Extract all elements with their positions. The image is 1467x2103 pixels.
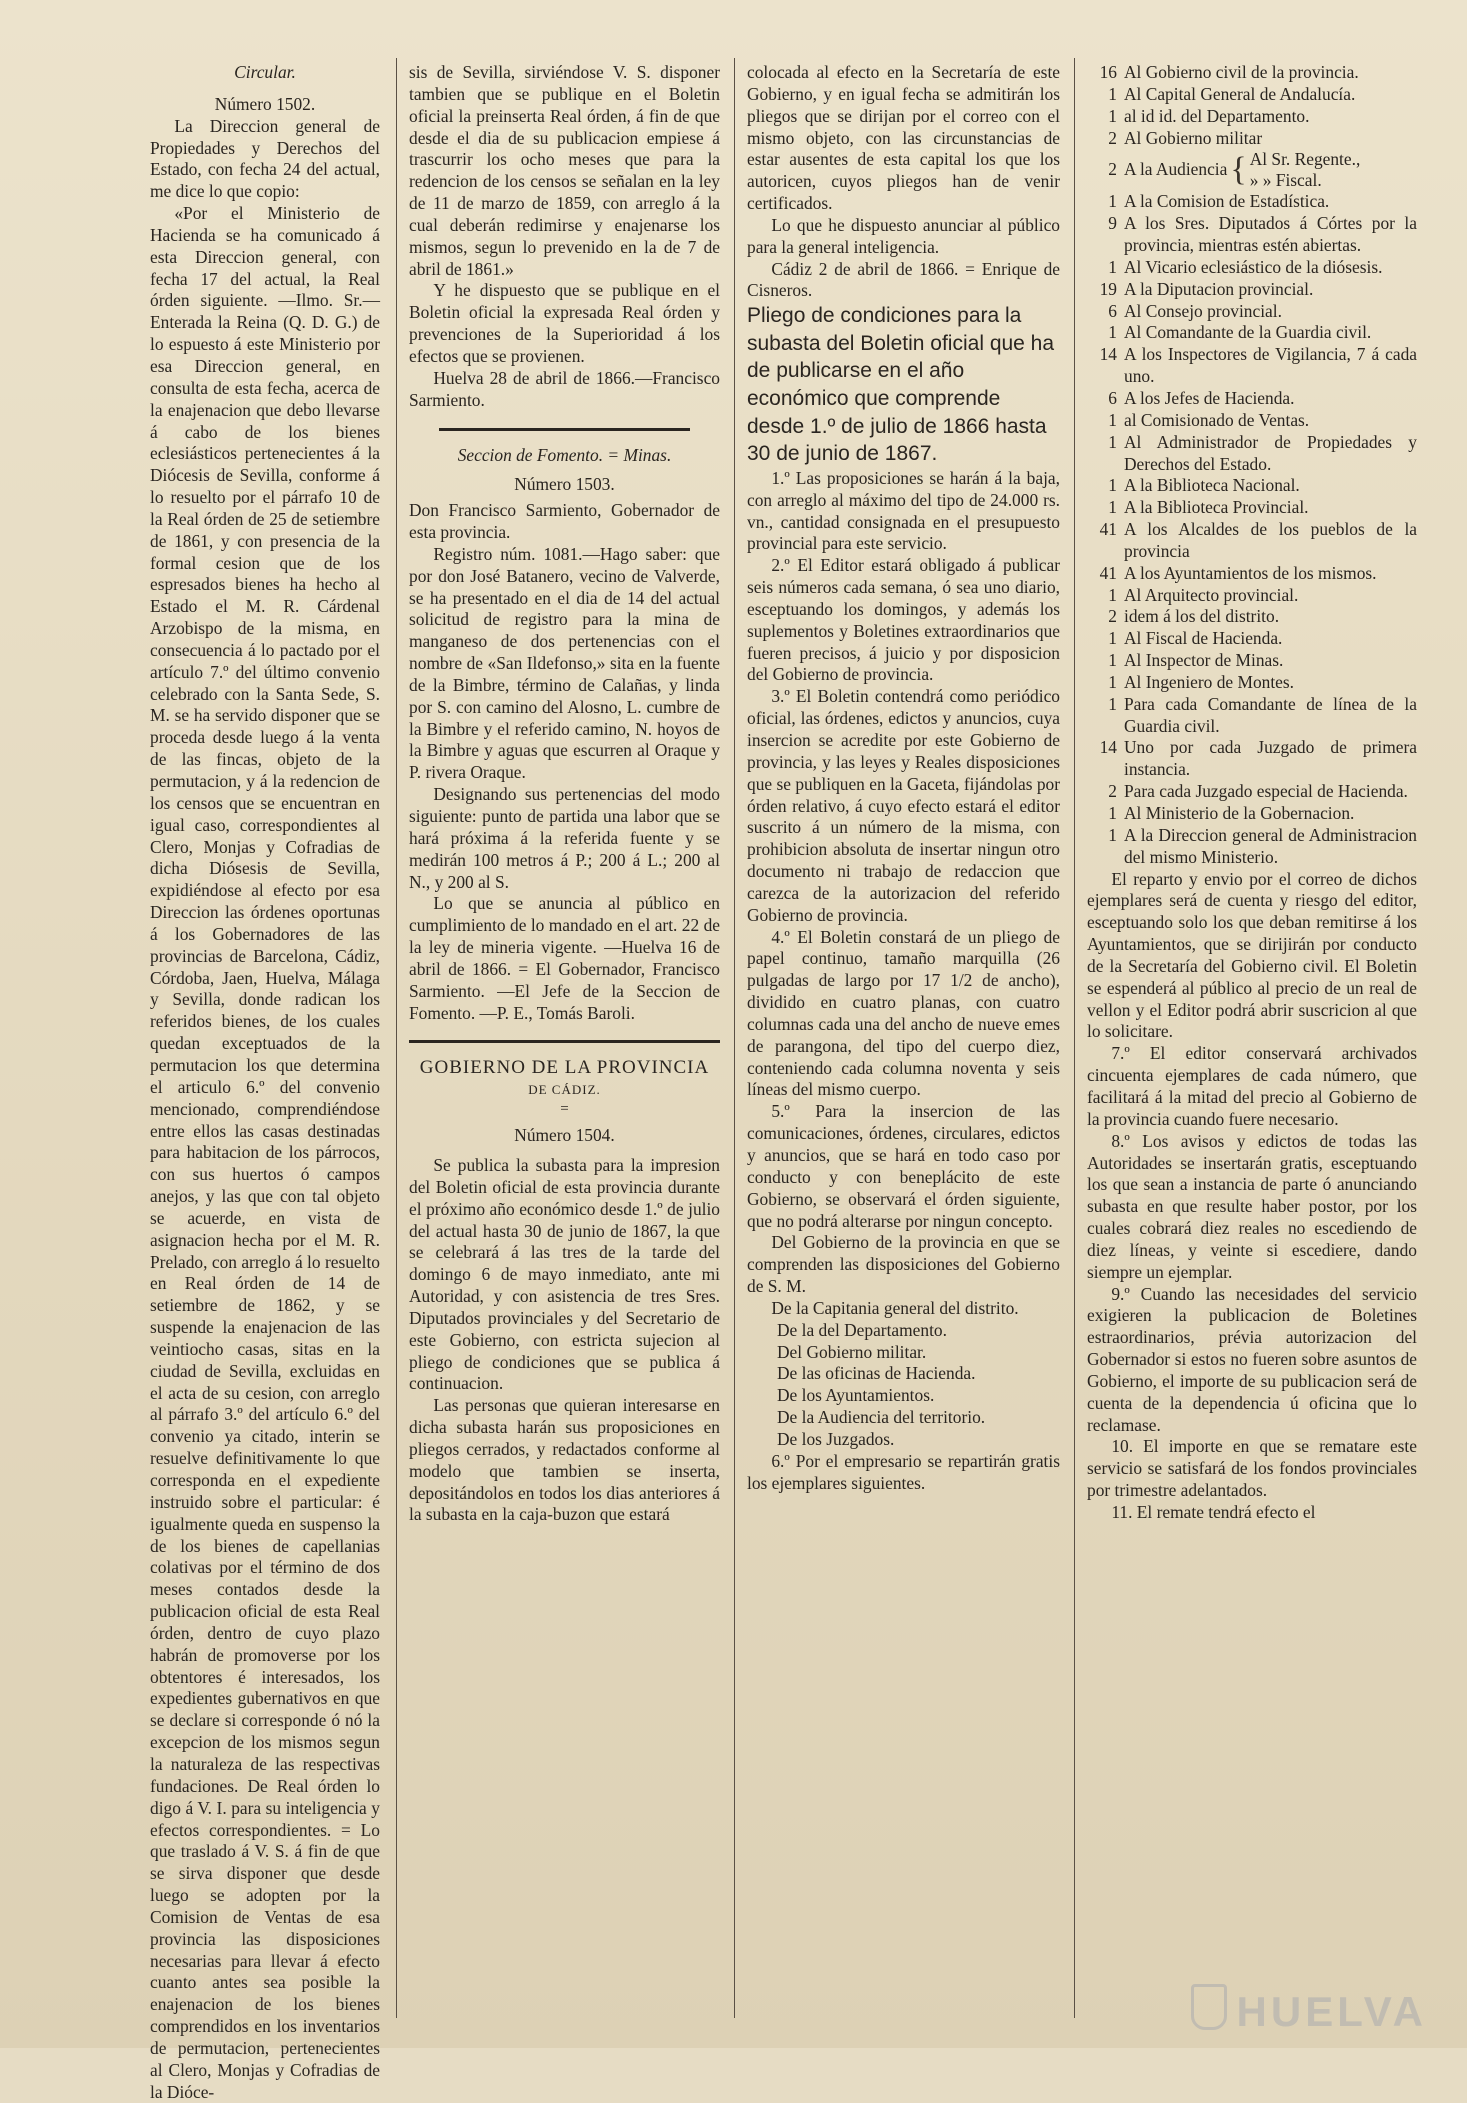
paragraph: 3.º El Boletin contendrá como periódico oficial, las órdenes, edictos y anuncios, cuya insercion se acredite por este Gobierno de provincia, y las leyes y Reales disposiciones que se publiquen en la Gaceta, fijándolas por órden relativo, á cuyo efecto estará el editor suscrito á un número de la misma, con prohibicion absoluta de insertar ningun otro documento ni trabajo de redaccion que carezca de la autorizacion del referido Gobierno de provincia. (747, 686, 1060, 925)
section-heading: Seccion de Fomento. = Minas. (457, 444, 672, 465)
list-item: 9 A los Sres. Diputados á Córtes por la provincia, mientras estén abiertas. (1108, 213, 1417, 256)
huelva-watermark: HUELVA (1191, 1984, 1427, 2036)
separator: = (560, 1101, 569, 1118)
column-4 (1087, 62, 1417, 2042)
list-item: 1 A la Direccion general de Administracion del mismo Ministerio. (1108, 824, 1417, 867)
list-item: 6 Al Consejo provincial. (1108, 300, 1282, 321)
paragraph: Cádiz 2 de abril de 1866. = Enrique de Cisneros. (747, 258, 1060, 301)
list-item: 41 A los Ayuntamientos de los mismos. (1099, 562, 1377, 583)
list-item: 1 Al Fiscal de Hacienda. (1108, 628, 1283, 649)
paragraph: 6.º Por el empresario se repartirán gratis los ejemplares siguientes. (747, 1450, 1060, 1493)
list-item: 1 Al Administrador de Propiedades y Derechos del Estado. (1108, 431, 1417, 474)
paragraph: Las personas que quieran interesarse en dicha subasta harán sus proposiciones en pliegos cerrados, y redactados conforme al modelo que tambien se inserta, depositándolos en todos los dias anteriores á la subasta en la caja-buzon que estará (409, 1395, 720, 1525)
list-item: 1 Al Arquitecto provincial. (1108, 584, 1299, 605)
government-heading: GOBIERNO DE LA PROVINCIA (419, 1057, 710, 1079)
paragraph: 4.º El Boletin constará de un pliego de papel continuo, tamaño marquilla (26 pulgadas de largo por 17 1/2 de ancho), dividido en cuatro planas, con cuatro columnas cada una del ancho de nueve emes de parangona, del tipo del cuerpo diez, conteniendo cada columna noventa y seis líneas del mismo cuerpo. (747, 926, 1060, 1100)
list-item: De la Audiencia del territorio. (777, 1407, 986, 1428)
list-item: 1 al id id. del Departamento. (1108, 105, 1310, 126)
paragraph: Huelva 28 de abril de 1866.—Francisco Sarmiento. (409, 367, 720, 410)
list-item: Del Gobierno militar. (777, 1341, 927, 1362)
column-1 (150, 62, 380, 2102)
paragraph: colocada al efecto en la Secretaría de este Gobierno, y en igual fecha se admitirán los pliegos que se dirijan por el correo con el mismo objeto, con las circunstancias de estar ausentes de esta capital los que los autoricen, cuyos pliegos han de venir certificados. (747, 62, 1060, 214)
list-item: De las oficinas de Hacienda. (777, 1363, 976, 1384)
column-divider (1074, 58, 1075, 2018)
paragraph: La Direccion general de Propiedades y Derechos del Estado, con fecha 24 del actual, me dice lo que copio: (150, 115, 380, 202)
circular-heading: Circular. (234, 62, 296, 82)
crest-icon (1191, 1984, 1227, 2030)
distribution-list (1087, 62, 1417, 869)
list-item: 41 A los Alcaldes de los pueblos de la provincia (1099, 519, 1417, 561)
paragraph: «Por el Ministerio de Hacienda se ha comunicado á esta Direccion general, con fecha 17 del actual, la Real órden siguiente. —Ilmo. Sr.—Enterada la Reina (Q. D. G.) de lo espuesto á este Ministerio por esa Direccion general, en consulta de esta fecha, acerca de la enajenacion que debo llevarse á cabo de los bienes eclesiásticos pertenecientes á la Diócesis de Sevilla, conforme á lo resuelto por el párrafo 10 de la Real órden de 25 de setiembre de 1861, y con presencia de la formal cesion que de los espresados bienes ha hecho al Estado el M. R. Cárdenal Arzobispo de la misma, en consecuencia á lo pactado por el artículo 7.º del último convenio celebrado con la Santa Sede, S. M. se ha servido disponer que se proceda desde luego á la venta de las fincas, objeto de la permutacion, y á la redencion de los censos que se encuentran en igual caso, correspondientes al Clero, Monjas y Cofradias de dicha Diósesis de Sevilla, expidiéndose al efecto por esa Direccion las órdenes oportunas á los Gobernadores de las provincias de Barcelona, Cádiz, Córdoba, Jaen, Huelva, Málaga y Sevilla, donde radican los referidos bienes, de los cuales quedan exceptuados de la permutacion los que determina el articulo 6.º del convenio mencionado, comprendiéndose entre ellos las casas destinadas para habitacion de los párrocos, con sus huertos ó campos anejos, y las que con tal objeto se acuerde, en vista de asignacion hecha por el M. R. Prelado, con arreglo á lo resuelto en Real órden de 14 de setiembre de 1862, y se suspende la enajenacion de las veintiocho casas, sitas en la ciudad de Sevilla, excluidas en el acta de su cesion, con arreglo al párrafo 3.º del artículo 6.º del convenio ya citado, interin se resuelve definitivamente lo que corresponda en el expediente instruido sobre el particular: é igualmente queda en suspenso la de los bienes de capellanias colativas por el término de dos meses contados desde la publicacion oficial de esta Real órden, dentro de cuyo plazo habrán de promoverse por los obtentores é interesados, los expedientes gubernativos en que se declare si corresponde ó nó la excepcion de los mismos segun la naturaleza de las respectivas fundaciones. De Real órden lo digo á V. I. para su inteligencia y efectos correspondientes. = Lo que traslado á V. S. á fin de que se sirva disponer que desde luego se adopten por la Comision de Ventas de esa provincia las disposiciones necesarias para llevar á efecto cuanto antes sea posible la enajenacion de los bienes comprendidos en los inventarios de permutacion, pertenecientes al Clero, Monjas y Cofradias de la Dióce- (150, 203, 380, 2102)
list-item: 2 idem á los del distrito. (1108, 606, 1280, 627)
column-divider (734, 58, 735, 2018)
column-2 (409, 62, 720, 2042)
list-item: 1 Al Vicario eclesiástico de la diósesis. (1108, 256, 1383, 277)
list-item: 14 A los Inspectores de Vigilancia, 7 á cada uno. (1099, 344, 1417, 387)
list-item: 1 A la Biblioteca Nacional. (1108, 475, 1300, 496)
item-number-1503: Número 1503. (514, 474, 615, 495)
paragraph: Don Francisco Sarmiento, Gobernador de esta provincia. (409, 500, 720, 543)
list-item: 1 Al Ministerio de la Gobernacion. (1108, 803, 1355, 823)
item-number-1502: Número 1502. (214, 93, 316, 114)
item-number-1504: Número 1504. (514, 1125, 615, 1146)
section-rule (439, 428, 690, 431)
list-item: 19 A la Diputacion provincial. (1099, 278, 1314, 299)
list-item: 16 Al Gobierno civil de la provincia. (1099, 62, 1359, 82)
paragraph: 10. El importe en que se rematare este servicio se satisfará de los fondos provinciales por trimestre adelantados. (1087, 1436, 1417, 1501)
paragraph: Del Gobierno de la provincia en que se comprenden las disposiciones del Gobierno de S. M. (747, 1232, 1060, 1297)
paragraph: Designando sus pertenencias del modo siguiente: punto de partida una labor que se hará próxima á la referida fuente y se medirán 100 metros á P.; 200 á L.; 200 al N., y 200 al S. (409, 784, 720, 892)
list-item: 2 Para cada Juzgado especial de Hacienda. (1108, 781, 1408, 802)
paragraph: El reparto y envio por el correo de dichos ejemplares será de cuenta y riesgo del editor, esceptuando solo los que deban remitirse á los Ayuntamientos, que se dirijirán por conducto de la Secretaría del Gobierno civil. El Boletin se espenderá al público al precio de un real de vellon y el Editor podrá abrir suscricion al que lo solicitare. (1087, 868, 1417, 1042)
list-item: De los Juzgados. (777, 1428, 895, 1449)
list-item: 1 Al Ingeniero de Montes. (1108, 671, 1295, 692)
list-item: 1 Para cada Comandante de línea de la Guardia civil. (1108, 693, 1417, 736)
paragraph: 5.º Para la insercion de las comunicaciones, órdenes, circulares, edictos y anuncios, que se hará en todo caso por conducto y con beneplácito de este Gobierno, se observará el órden siguiente, que no podrá alterarse por ningun concepto. (747, 1101, 1060, 1231)
list-item: 2 Al Gobierno militar (1108, 127, 1263, 148)
paragraph: 9.º Cuando las necesidades del servicio exigieren la publicacion de Boletines estraordinarios, prévia autorizacion del Gobernador si estos no fueren sobre asuntos de Gobierno, el importe de su publicacion será de cuenta de la dependencia ú oficina que lo reclamase. (1087, 1283, 1417, 1435)
paragraph: Registro núm. 1081.—Hago saber: que por don José Batanero, vecino de Valverde, se ha presentado en el dia de 14 del actual solicitud de registro para la mina de manganeso de dos pertenencias con el nombre de «San Ildefonso,» sita en la fuente de la Bimbre, término de Calañas, y linda por S. con camino del Alosno, L. cumbre de la Bimbre y el referido camino, N. hoyos de la Bimbre y aguas que escurren al Oraque y P. rivera Oraque. (409, 543, 720, 783)
paragraph: Lo que he dispuesto anunciar al público para la general inteligencia. (747, 214, 1060, 257)
paragraph: Lo que se anuncia al público en cumplimiento de lo mandado en el art. 22 de la ley de mineria vigente. —Huelva 16 de abril de 1866. = El Gobernador, Francisco Sarmiento. —El Jefe de la Seccion de Fomento. —P. E., Tomás Baroli. (409, 893, 720, 1023)
paragraph: 2.º El Editor estará obligado á publicar seis números cada semana, ó sea uno diario, esceptuando los domingos, y además los suplementos y Boletines extraordinarios que fueren precisos, á juicio y por disposicion del Gobierno de provincia. (747, 555, 1060, 685)
list-item: De los Ayuntamientos. (777, 1385, 935, 1406)
column-3 (747, 62, 1060, 2042)
paragraph: Y he dispuesto que se publique en el Boletin oficial la expresada Real órden y prevenciones de la Superioridad á los efectos que se provienen. (409, 280, 720, 366)
list-item: 14 Uno por cada Juzgado de primera instancia. (1099, 737, 1417, 780)
list-item-audiencia: 2 A la Audiencia { Al Sr. Regente., » » Fiscal. (1108, 149, 1361, 191)
list-item: De la del Departamento. (777, 1319, 947, 1340)
order-list (747, 1320, 1060, 1451)
list-item: 1 A la Biblioteca Provincial. (1108, 497, 1309, 518)
conditions-title: Pliego de condiciones para la subasta del Boletin oficial que ha de publicarse en el año económico que comprende desde 1.º de julio de 1866 hasta 30 de junio de 1867. (747, 304, 1055, 466)
paragraph: 8.º Los avisos y edictos de todas las Autoridades se insertarán gratis, esceptuando los que sean a instancia de parte ó anunciando subasta en que resulte haber postor, por los cuales cobrará diez reales no escediendo de diez líneas, y veinte si escediere, dando siempre un ejemplar. (1087, 1130, 1417, 1282)
list-item: 1 A la Comision de Estadística. (1108, 191, 1330, 212)
paragraph: Se publica la subasta para la impresion del Boletin oficial de esta provincia durante el próximo año económico desde 1.º de julio del actual hasta 30 de junio de 1867, la que se celebrará á las tres de la tarde del domingo 6 de mayo inmediato, ante mi Autoridad, y con asistencia de tres Sres. Diputados provinciales y del Secretario de este Gobierno, con estricta sujecion al pliego de condiciones que se publica á continuacion. (409, 1154, 720, 1394)
list-item: 1 al Comisionado de Ventas. (1108, 409, 1310, 430)
paragraph: 1.º Las proposiciones se harán á la baja, con arreglo al máximo del tipo de 24.000 rs. vn., cantidad consignada en el presupuesto provincial para este servicio. (747, 467, 1060, 554)
government-subheading: DE CÁDIZ. (528, 1082, 601, 1098)
paragraph: sis de Sevilla, sirviéndose V. S. disponer tambien que se publique en el Boletin oficial la preinserta Real órden, á fin de que desde el dia de su publicacion empiese á trascurrir los ocho meses que para la redencion de los censos se señalan en la ley de 11 de marzo de 1859, con arreglo á la cual deberán redimirse y enajenarse los mismos, segun lo prevenido en la de 7 de abril de 1861.» (409, 62, 720, 279)
list-item: 6 A los Jefes de Hacienda. (1108, 387, 1295, 408)
list-item: 1 Al Capital General de Andalucía. (1108, 83, 1356, 104)
brace: { (1230, 151, 1247, 189)
column-divider (396, 58, 397, 2018)
paragraph: De la Capitania general del distrito. (771, 1297, 1019, 1318)
list-item: 1 Al Comandante de la Guardia civil. (1108, 322, 1372, 343)
list-item: 1 Al Inspector de Minas. (1108, 650, 1284, 671)
section-rule (409, 1040, 720, 1043)
paragraph: 7.º El editor conservará archivados cincuenta ejemplares de cada número, que facilitará á la mitad del precio al Gobierno de la provincia cuando fuere necesario. (1087, 1043, 1417, 1129)
paragraph: 11. El remate tendrá efecto el (1111, 1502, 1316, 1522)
